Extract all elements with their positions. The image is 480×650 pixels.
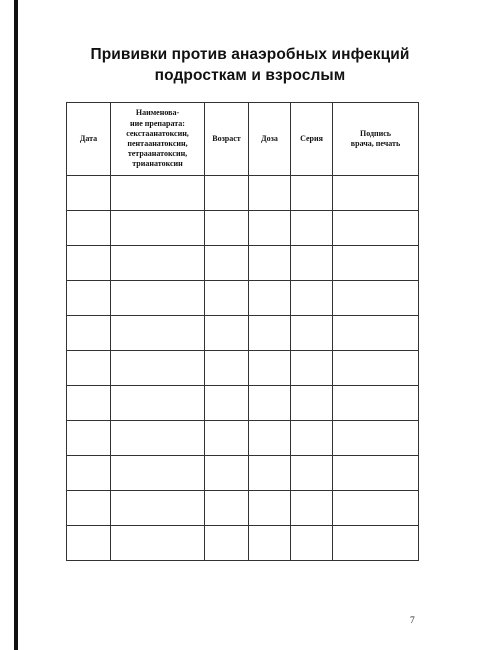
vaccination-table-container [66, 102, 418, 561]
cell-age[interactable] [205, 456, 249, 491]
cell-series[interactable] [291, 456, 333, 491]
cell-date[interactable] [67, 176, 111, 211]
cell-date[interactable] [67, 281, 111, 316]
cell-series[interactable] [291, 526, 333, 561]
cell-age[interactable] [205, 176, 249, 211]
cell-series[interactable] [291, 351, 333, 386]
cell-age[interactable] [205, 386, 249, 421]
cell-date[interactable] [67, 491, 111, 526]
cell-series[interactable] [291, 211, 333, 246]
cell-date[interactable] [67, 421, 111, 456]
page-title-line-2: подросткам и взрослым [154, 67, 346, 84]
table-row [67, 316, 419, 351]
cell-doctor-signature[interactable] [333, 316, 419, 351]
cell-vaccine-name[interactable] [111, 421, 205, 456]
cell-doctor-signature[interactable] [333, 526, 419, 561]
table-row [67, 526, 419, 561]
cell-doctor-signature[interactable] [333, 386, 419, 421]
table-row [67, 386, 419, 421]
header-dose [249, 103, 291, 176]
cell-vaccine-name[interactable] [111, 386, 205, 421]
cell-doctor-signature[interactable] [333, 281, 419, 316]
cell-dose[interactable] [249, 526, 291, 561]
page-title-line-1: Прививки против анаэробных инфекций [90, 46, 410, 63]
table-row [67, 491, 419, 526]
cell-series[interactable] [291, 386, 333, 421]
header-doctor-signature-label: Подпись врача, печать [350, 128, 401, 148]
header-series [291, 103, 333, 176]
header-vaccine-name [111, 103, 205, 176]
cell-date[interactable] [67, 351, 111, 386]
vaccination-record-table [66, 102, 419, 561]
cell-age[interactable] [205, 421, 249, 456]
cell-series[interactable] [291, 281, 333, 316]
cell-series[interactable] [291, 176, 333, 211]
cell-date[interactable] [67, 526, 111, 561]
table-row [67, 211, 419, 246]
cell-vaccine-name[interactable] [111, 351, 205, 386]
cell-doctor-signature[interactable] [333, 421, 419, 456]
header-age-label: Возраст [212, 133, 241, 143]
header-doctor-signature [333, 103, 419, 176]
table-row [67, 246, 419, 281]
cell-date[interactable] [67, 211, 111, 246]
table-row [67, 176, 419, 211]
cell-dose[interactable] [249, 421, 291, 456]
header-series-label: Серия [300, 133, 323, 143]
cell-series[interactable] [291, 491, 333, 526]
cell-vaccine-name[interactable] [111, 176, 205, 211]
table-row [67, 351, 419, 386]
page-number: 7 [410, 616, 415, 626]
cell-age[interactable] [205, 526, 249, 561]
header-date-label: Дата [79, 133, 98, 143]
cell-date[interactable] [67, 316, 111, 351]
cell-age[interactable] [205, 316, 249, 351]
header-dose-label: Доза [261, 133, 278, 143]
table-row [67, 421, 419, 456]
cell-age[interactable] [205, 351, 249, 386]
cell-doctor-signature[interactable] [333, 246, 419, 281]
table-body [67, 176, 419, 561]
cell-vaccine-name[interactable] [111, 316, 205, 351]
cell-dose[interactable] [249, 456, 291, 491]
header-date [67, 103, 111, 176]
cell-dose[interactable] [249, 491, 291, 526]
page-title [20, 44, 480, 86]
cell-vaccine-name[interactable] [111, 491, 205, 526]
cell-series[interactable] [291, 246, 333, 281]
cell-dose[interactable] [249, 351, 291, 386]
cell-dose[interactable] [249, 211, 291, 246]
cell-age[interactable] [205, 491, 249, 526]
cell-vaccine-name[interactable] [111, 456, 205, 491]
cell-age[interactable] [205, 281, 249, 316]
table-header-row [67, 103, 419, 176]
cell-doctor-signature[interactable] [333, 491, 419, 526]
cell-doctor-signature[interactable] [333, 351, 419, 386]
cell-series[interactable] [291, 421, 333, 456]
header-vaccine-name-label: Наименова- ние препарата: секстаанатоксин, пентаанатоксин, тетраанатоксин, трианатоксин [126, 108, 189, 169]
cell-dose[interactable] [249, 246, 291, 281]
cell-vaccine-name[interactable] [111, 281, 205, 316]
cell-doctor-signature[interactable] [333, 176, 419, 211]
cell-date[interactable] [67, 246, 111, 281]
header-age [205, 103, 249, 176]
table-row [67, 456, 419, 491]
cell-dose[interactable] [249, 281, 291, 316]
cell-dose[interactable] [249, 176, 291, 211]
cell-vaccine-name[interactable] [111, 211, 205, 246]
cell-dose[interactable] [249, 316, 291, 351]
cell-series[interactable] [291, 316, 333, 351]
cell-date[interactable] [67, 456, 111, 491]
cell-age[interactable] [205, 246, 249, 281]
cell-age[interactable] [205, 211, 249, 246]
table-row [67, 281, 419, 316]
cell-doctor-signature[interactable] [333, 456, 419, 491]
cell-vaccine-name[interactable] [111, 526, 205, 561]
page-binding-edge [14, 0, 18, 650]
cell-doctor-signature[interactable] [333, 211, 419, 246]
cell-vaccine-name[interactable] [111, 246, 205, 281]
cell-dose[interactable] [249, 386, 291, 421]
cell-date[interactable] [67, 386, 111, 421]
